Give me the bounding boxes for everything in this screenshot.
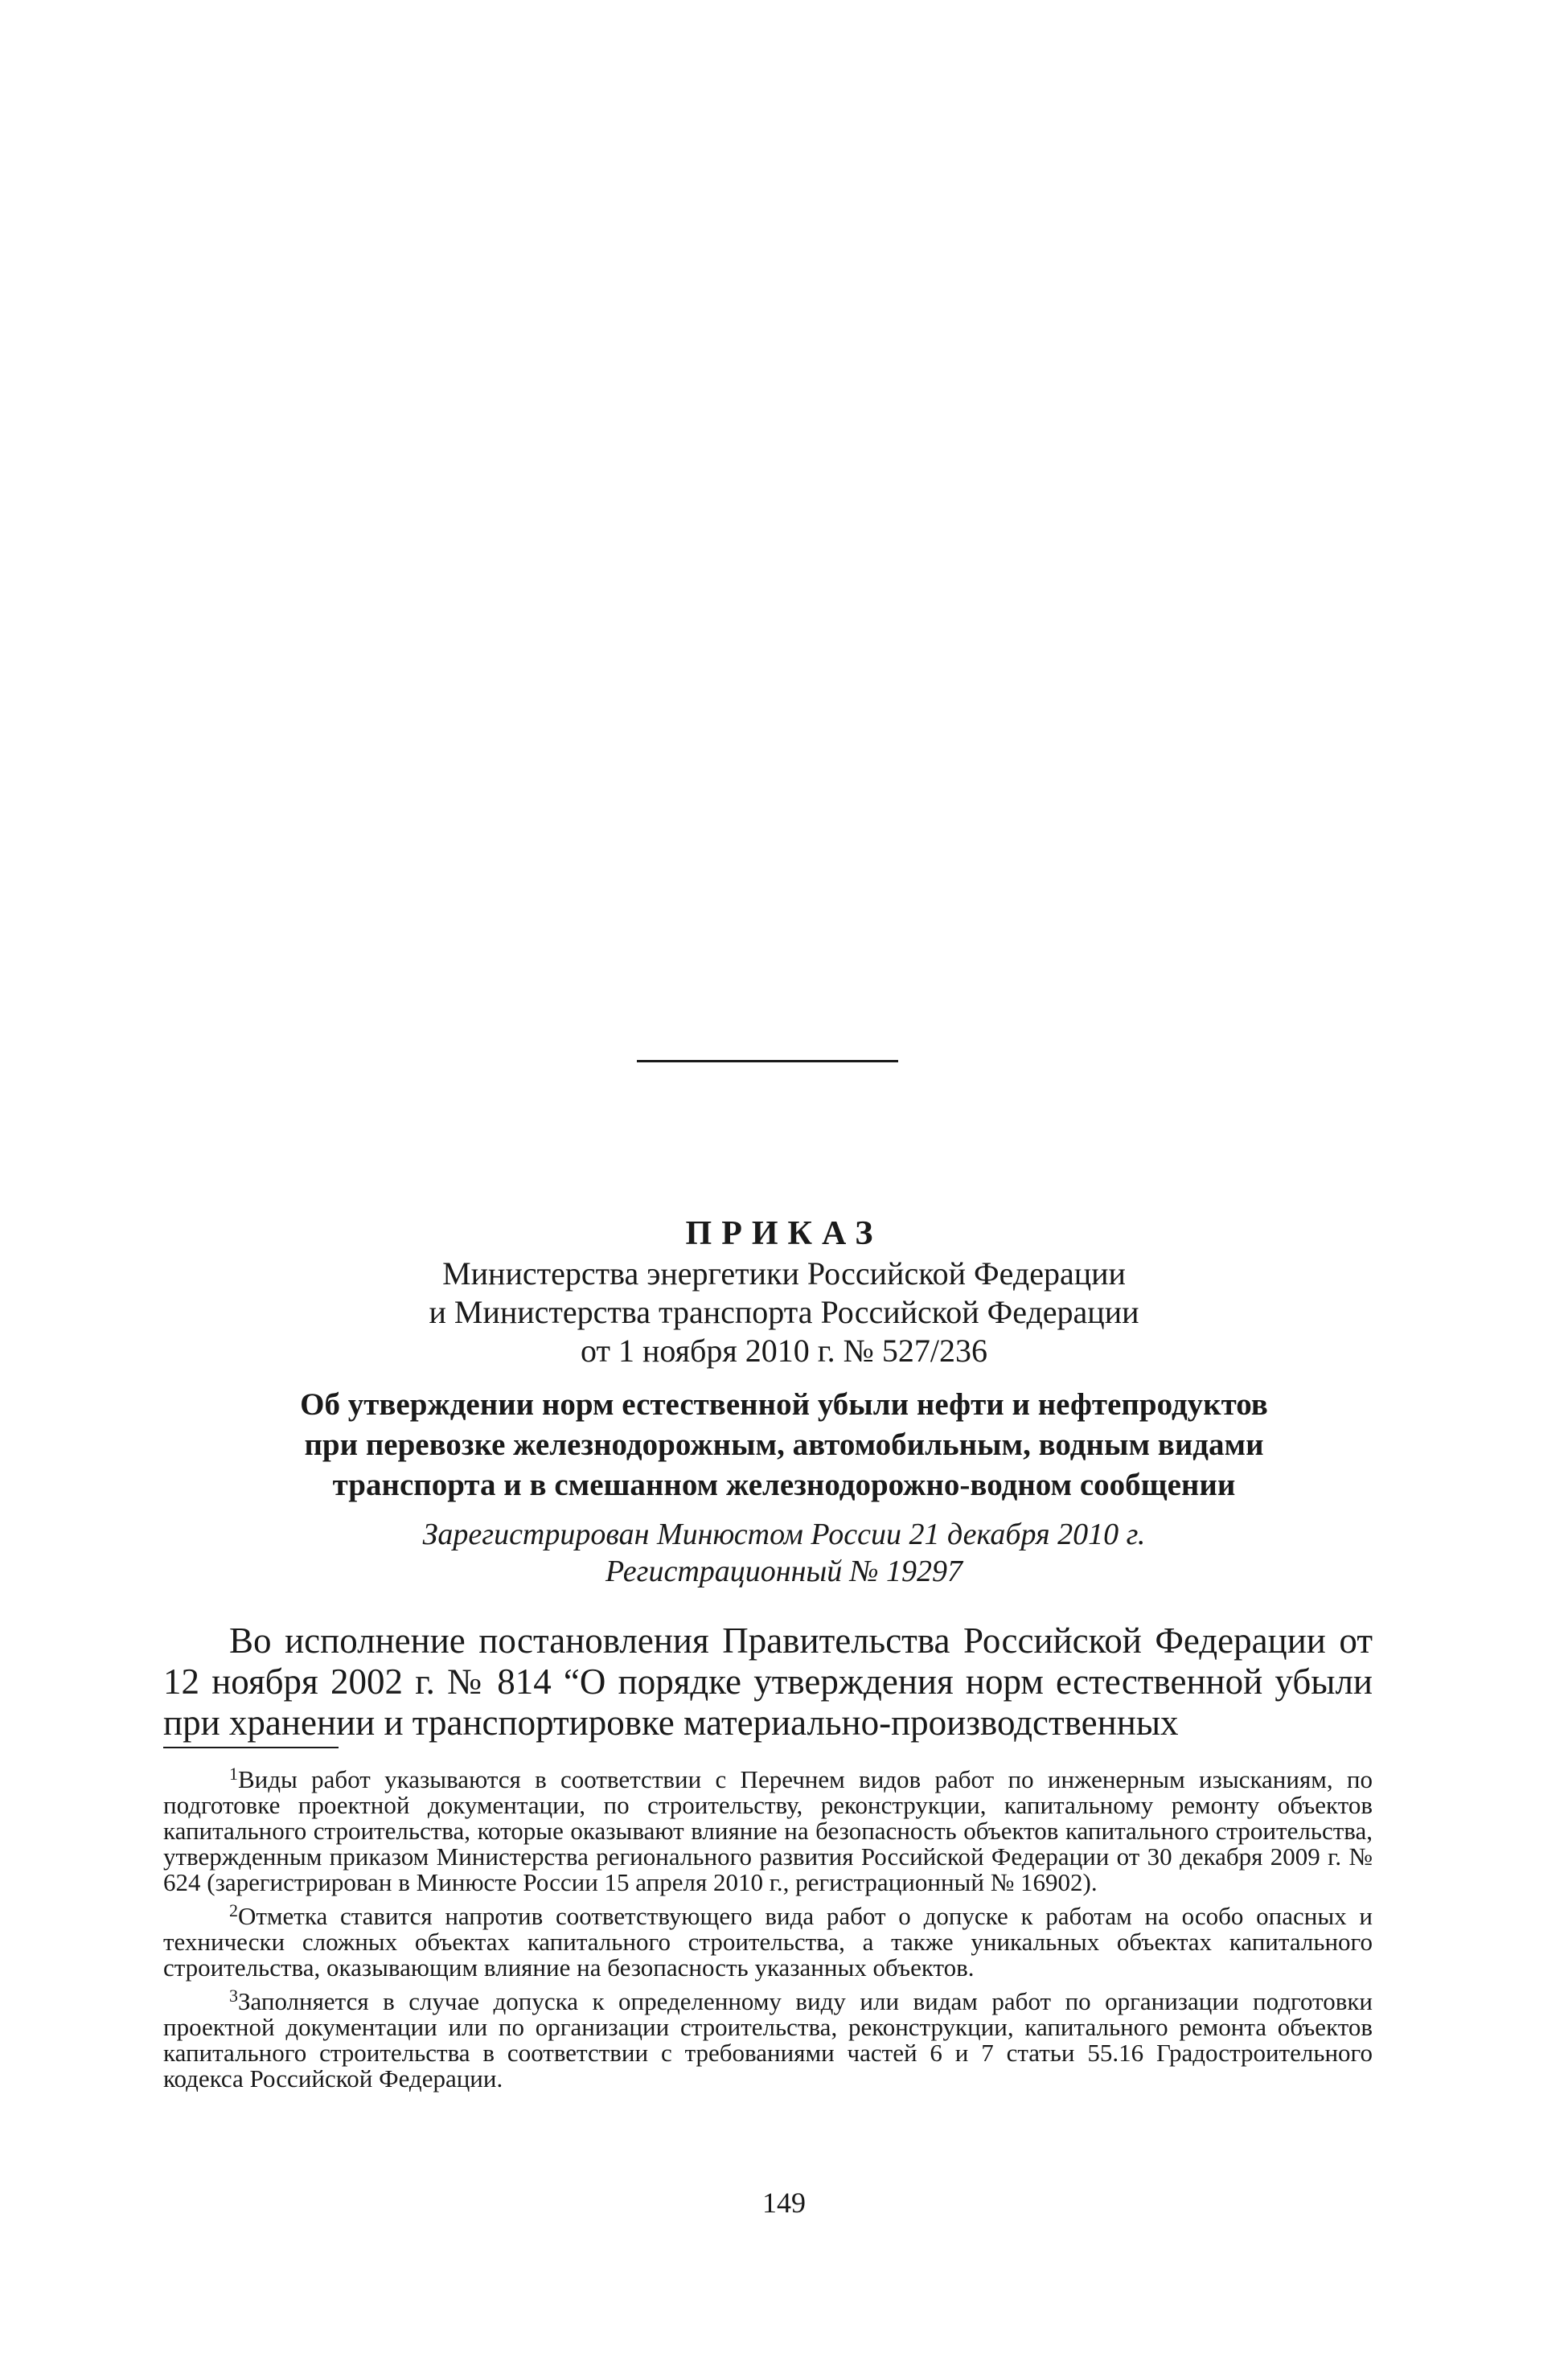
footnote-text: Виды работ указываются в соответствии с Перечнем видов работ по инженерным изысканиям, по подготовке проектной документации, по строительству, реконструкции, капитальному ремонту объектов капитального строительства, которые оказывают влияние на безопасность объектов капитального строительства, утвержденным приказом Министерства регионального развития Российской Федерации от 30 декабря 2009 г. № 624 (зарегистрирован в Минюсте России 15 апреля 2010 г., регистрационный № 16902).	[163, 1765, 1373, 1896]
footnote-3	[163, 1986, 1373, 2093]
footnotes	[163, 1764, 1373, 2100]
footnote-1	[163, 1764, 1373, 1896]
body-paragraph: Во исполнение постановления Правительства Российской Федерации от 12 ноября 2002 г. № 814 “О порядке утверждения норм естественной убыли при хранении и транспортировке материально-производственных	[163, 1620, 1373, 1743]
footnote-text: Заполняется в случае допуска к определенному виду или видам работ по организации подготовки проектной документации или по организации строительства, реконструкции, капитального ремонта объектов капитального строительства в соответствии с требованиями частей 6 и 7 статьи 55.16 Градостроительного кодекса Российской Федерации.	[163, 1987, 1373, 2093]
document-heading	[161, 1213, 1407, 1370]
issuer-line-1: Министерства энергетики Российской Федерации	[442, 1255, 1126, 1292]
footnote-divider	[163, 1747, 339, 1748]
document-date-number: от 1 ноября 2010 г. № 527/236	[581, 1333, 987, 1369]
document-type: ПРИКАЗ	[685, 1215, 883, 1252]
footnote-marker: 2	[229, 1900, 238, 1920]
page-number: 149	[762, 2187, 806, 2219]
footnote-marker: 1	[229, 1764, 238, 1784]
registration-line-2: Регистрационный № 19297	[605, 1555, 963, 1588]
title-line-1: Об утверждении норм естественной убыли нефти и нефтепродуктов	[300, 1387, 1268, 1422]
footnote-marker: 3	[229, 1986, 238, 2006]
footnote-2	[163, 1900, 1373, 1982]
footnote-text: Отметка ставится напротив соответствующего вида работ о допуске к работам на особо опасных и технически сложных объектах капитального строительства, а также уникальных объектах капитального строительства, оказывающим влияние на безопасность указанных объектов.	[163, 1902, 1373, 1982]
issuer-line-2: и Министерства транспорта Российской Федерации	[429, 1294, 1139, 1330]
registration-line-1: Зарегистрирован Минюстом России 21 декабря 2010 г.	[422, 1518, 1146, 1551]
section-divider	[637, 1060, 898, 1062]
document-title	[161, 1385, 1407, 1505]
title-line-2: при перевозке железнодорожным, автомобильным, водным видами	[304, 1427, 1264, 1462]
title-line-3: транспорта и в смешанном железнодорожно-водном сообщении	[332, 1468, 1236, 1502]
registration-note	[161, 1516, 1407, 1590]
